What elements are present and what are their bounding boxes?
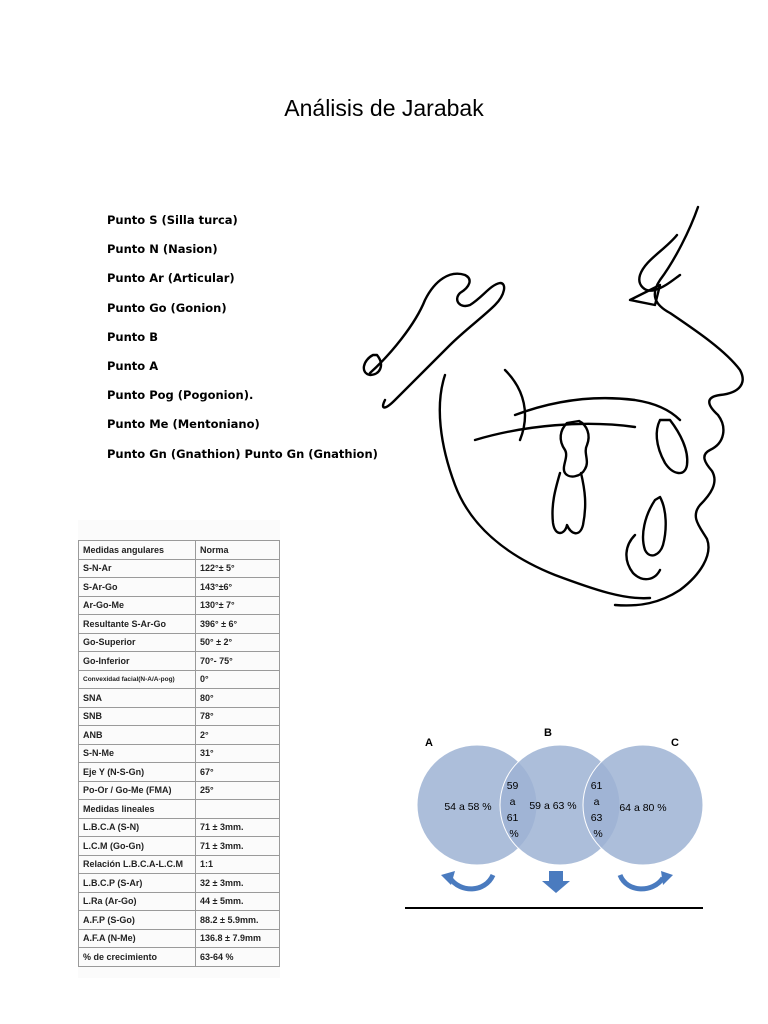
- table-row: [79, 763, 280, 782]
- table-cell: 88.2 ± 5.9mm.: [196, 911, 280, 930]
- table-cell: 71 ± 3mm.: [196, 818, 280, 837]
- table-cell: 44 ± 5mm.: [196, 892, 280, 911]
- table-row: [79, 578, 280, 597]
- table-cell: 2°: [196, 726, 280, 745]
- list-item: Punto N (Nasion): [107, 242, 218, 257]
- table-cell: Resultante S-Ar-Go: [79, 615, 196, 634]
- venn-value-c: 64 a 80 %: [619, 802, 667, 814]
- table-row: [79, 800, 280, 819]
- table-cell: [196, 800, 280, 819]
- venn-value-a: 54 a 58 %: [444, 801, 492, 813]
- table-cell: 136.8 ± 7.9mm: [196, 929, 280, 948]
- table-cell: 1:1: [196, 855, 280, 874]
- measurements-table-image: [78, 520, 280, 978]
- table-header-cell: Medidas angulares: [79, 541, 196, 560]
- table-cell: L.B.C.P (S-Ar): [79, 874, 196, 893]
- table-cell: 71 ± 3mm.: [196, 837, 280, 856]
- table-cell: ANB: [79, 726, 196, 745]
- list-item: Punto Ar (Articular): [107, 271, 235, 286]
- table-cell: 70°- 75°: [196, 652, 280, 671]
- list-item: Punto A: [107, 358, 159, 373]
- table-header-cell: Norma: [196, 541, 280, 560]
- table-cell: 31°: [196, 744, 280, 763]
- table-row: [79, 911, 280, 930]
- table-cell: L.B.C.A (S-N): [79, 818, 196, 837]
- table-cell: 122°± 5°: [196, 559, 280, 578]
- list-item: Punto Go (Gonion): [107, 300, 227, 315]
- venn-value-b: 59 a 63 %: [529, 800, 577, 812]
- table-row: [79, 818, 280, 837]
- table-row: [79, 726, 280, 745]
- list-item: Punto Gn (Gnathion) Punto Gn (Gnathion): [107, 446, 378, 461]
- table-row: [79, 948, 280, 967]
- table-row: [79, 670, 280, 689]
- table-cell: Go-Superior: [79, 633, 196, 652]
- table-row: [79, 633, 280, 652]
- venn-label-c: C: [671, 737, 679, 749]
- table-cell: SNA: [79, 689, 196, 708]
- table-row: [79, 837, 280, 856]
- table-cell: 143°±6°: [196, 578, 280, 597]
- table-cell: 0°: [196, 670, 280, 689]
- table-cell: A.F.A (N-Me): [79, 929, 196, 948]
- table-row: [79, 855, 280, 874]
- table-row: [79, 689, 280, 708]
- table-cell: 32 ± 3mm.: [196, 874, 280, 893]
- table-cell: 50° ± 2°: [196, 633, 280, 652]
- table-cell: Convexidad facial(N-A/A-pog): [79, 670, 196, 689]
- table-cell: 63-64 %: [196, 948, 280, 967]
- venn-overlap-bc: 61 a 63 %: [590, 780, 603, 840]
- table-cell: S-N-Me: [79, 744, 196, 763]
- table-cell: 78°: [196, 707, 280, 726]
- table-row: [79, 874, 280, 893]
- rotate-left-arrow-icon: [441, 871, 493, 889]
- table-cell: S-Ar-Go: [79, 578, 196, 597]
- table-row: [79, 781, 280, 800]
- table-row: [79, 596, 280, 615]
- landmark-list: [107, 210, 378, 473]
- rotate-right-arrow-icon: [620, 871, 673, 889]
- table-row: [79, 707, 280, 726]
- table-cell: 396° ± 6°: [196, 615, 280, 634]
- table-row: [79, 615, 280, 634]
- table-cell: 67°: [196, 763, 280, 782]
- table-cell: % de crecimiento: [79, 948, 196, 967]
- cephalometric-tracing-drawing: [355, 205, 755, 615]
- table-cell: Ar-Go-Me: [79, 596, 196, 615]
- venn-label-a: A: [425, 737, 433, 749]
- table-row: [79, 652, 280, 671]
- list-item: Punto Pog (Pogonion).: [107, 388, 254, 403]
- table-row: [79, 744, 280, 763]
- table-cell: Eje Y (N-S-Gn): [79, 763, 196, 782]
- table-cell: L.C.M (Go-Gn): [79, 837, 196, 856]
- table-row: [79, 929, 280, 948]
- table-cell: L.Ra (Ar-Go): [79, 892, 196, 911]
- growth-venn-diagram: [405, 725, 705, 915]
- venn-overlap-ab: 59 a 61 %: [506, 780, 519, 840]
- table-cell: Medidas lineales: [79, 800, 196, 819]
- table-cell: A.F.P (S-Go): [79, 911, 196, 930]
- table-cell: Relación L.B.C.A-L.C.M: [79, 855, 196, 874]
- page-title: Análisis de Jarabak: [284, 95, 484, 121]
- table-cell: 25°: [196, 781, 280, 800]
- table-cell: 130°± 7°: [196, 596, 280, 615]
- table-cell: Go-Inferior: [79, 652, 196, 671]
- table-cell: 80°: [196, 689, 280, 708]
- table-cell: SNB: [79, 707, 196, 726]
- measurements-table: [78, 540, 280, 967]
- table-cell: Po-Or / Go-Me (FMA): [79, 781, 196, 800]
- down-arrow-icon: [542, 871, 570, 893]
- table-row: [79, 559, 280, 578]
- table-header-row: [79, 541, 280, 560]
- table-cell: S-N-Ar: [79, 559, 196, 578]
- venn-label-b: B: [544, 727, 552, 739]
- list-item: Punto B: [107, 329, 158, 344]
- table-row: [79, 892, 280, 911]
- list-item: Punto Me (Mentoniano): [107, 417, 260, 432]
- list-item: Punto S (Silla turca): [107, 213, 238, 227]
